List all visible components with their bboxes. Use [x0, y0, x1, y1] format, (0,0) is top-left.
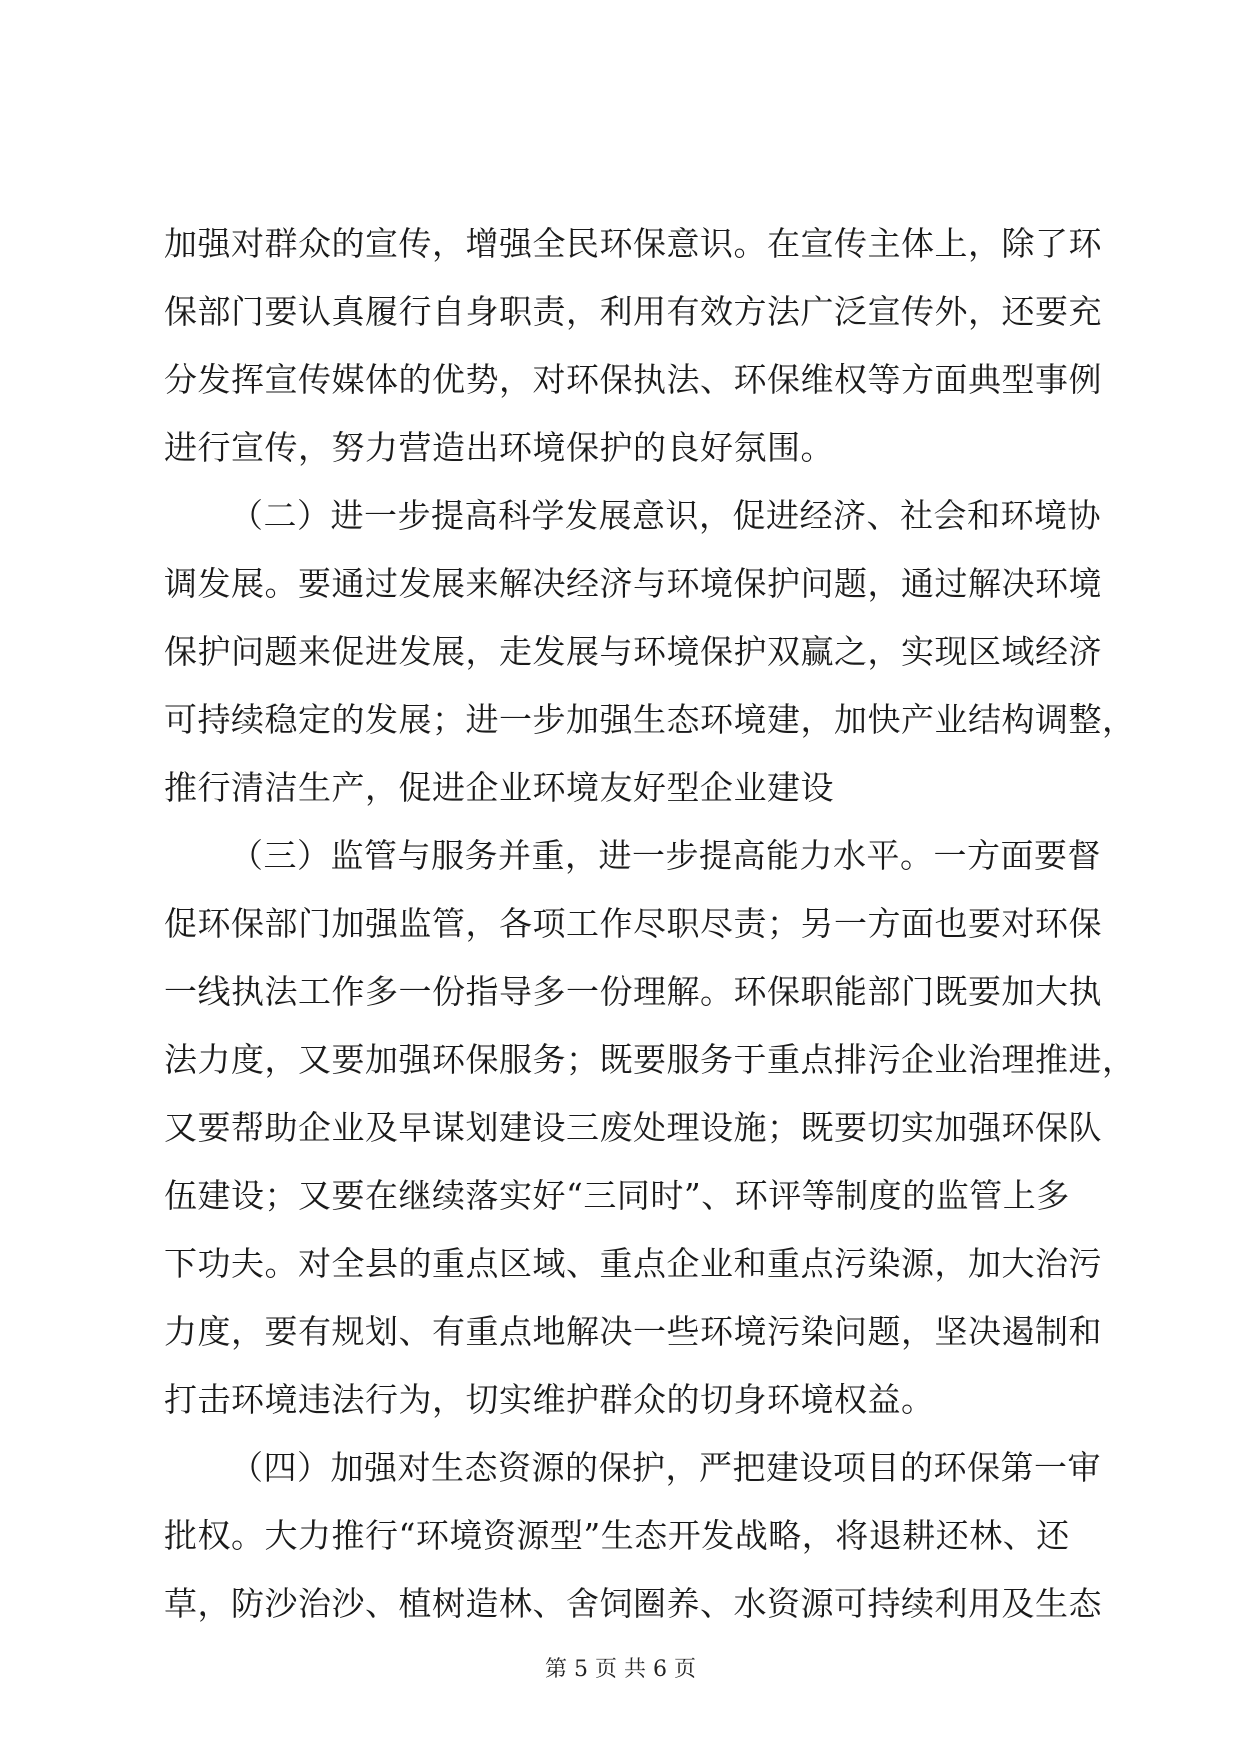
body-text-line: 伍建设；又要在继续落实好“三同时”、环评等制度的监管上多 — [164, 1176, 1070, 1215]
body-text-line: 打击环境违法行为，切实维护群众的切身环境权益。 — [164, 1380, 935, 1419]
body-text-line: 调发展。要通过发展来解决经济与环境保护问题，通过解决环境 — [164, 564, 1102, 603]
body-text-line: 进行宣传，努力营造出环境保护的良好氛围。 — [164, 428, 834, 467]
body-text-line: 下功夫。对全县的重点区域、重点企业和重点污染源，加大治污 — [164, 1244, 1102, 1283]
body-text-line: 一线执法工作多一份指导多一份理解。环保职能部门既要加大执 — [164, 972, 1102, 1011]
body-text-line: 草，防沙治沙、植树造林、舍饲圈养、水资源可持续利用及生态 — [164, 1584, 1102, 1623]
paragraph-2-first-line: （二）进一步提高科学发展意识，促进经济、社会和环境协 — [230, 496, 1101, 535]
paragraph-4-first-line: （四）加强对生态资源的保护，严把建设项目的环保第一审 — [230, 1448, 1101, 1487]
body-text-line: 又要帮助企业及早谋划建设三废处理设施；既要切实加强环保队 — [164, 1108, 1102, 1147]
body-text-line: 推行清洁生产，促进企业环境友好型企业建设 — [164, 768, 834, 807]
body-text-line: 批权。大力推行“环境资源型”生态开发战略，将退耕还林、还 — [164, 1516, 1070, 1555]
body-text-line: 促环保部门加强监管，各项工作尽职尽责；另一方面也要对环保 — [164, 904, 1102, 943]
body-text-line: 力度，要有规划、有重点地解决一些环境污染问题，坚决遏制和 — [164, 1312, 1102, 1351]
body-text-line: 保部门要认真履行自身职责，利用有效方法广泛宣传外，还要充 — [164, 292, 1102, 331]
page-footer: 第 5 页 共 6 页 — [545, 1657, 696, 1682]
body-text-line: 法力度，又要加强环保服务；既要服务于重点排污企业治理推进， — [164, 1040, 1136, 1079]
paragraph-3-first-line: （三）监管与服务并重，进一步提高能力水平。一方面要督 — [230, 836, 1101, 875]
body-text-line: 保护问题来促进发展，走发展与环境保护双赢之，实现区域经济 — [164, 632, 1102, 671]
body-text-line: 加强对群众的宣传，增强全民环保意识。在宣传主体上，除了环 — [164, 224, 1102, 263]
body-text-line: 可持续稳定的发展；进一步加强生态环境建，加快产业结构调整， — [164, 700, 1136, 739]
body-text-line: 分发挥宣传媒体的优势，对环保执法、环保维权等方面典型事例 — [164, 360, 1102, 399]
